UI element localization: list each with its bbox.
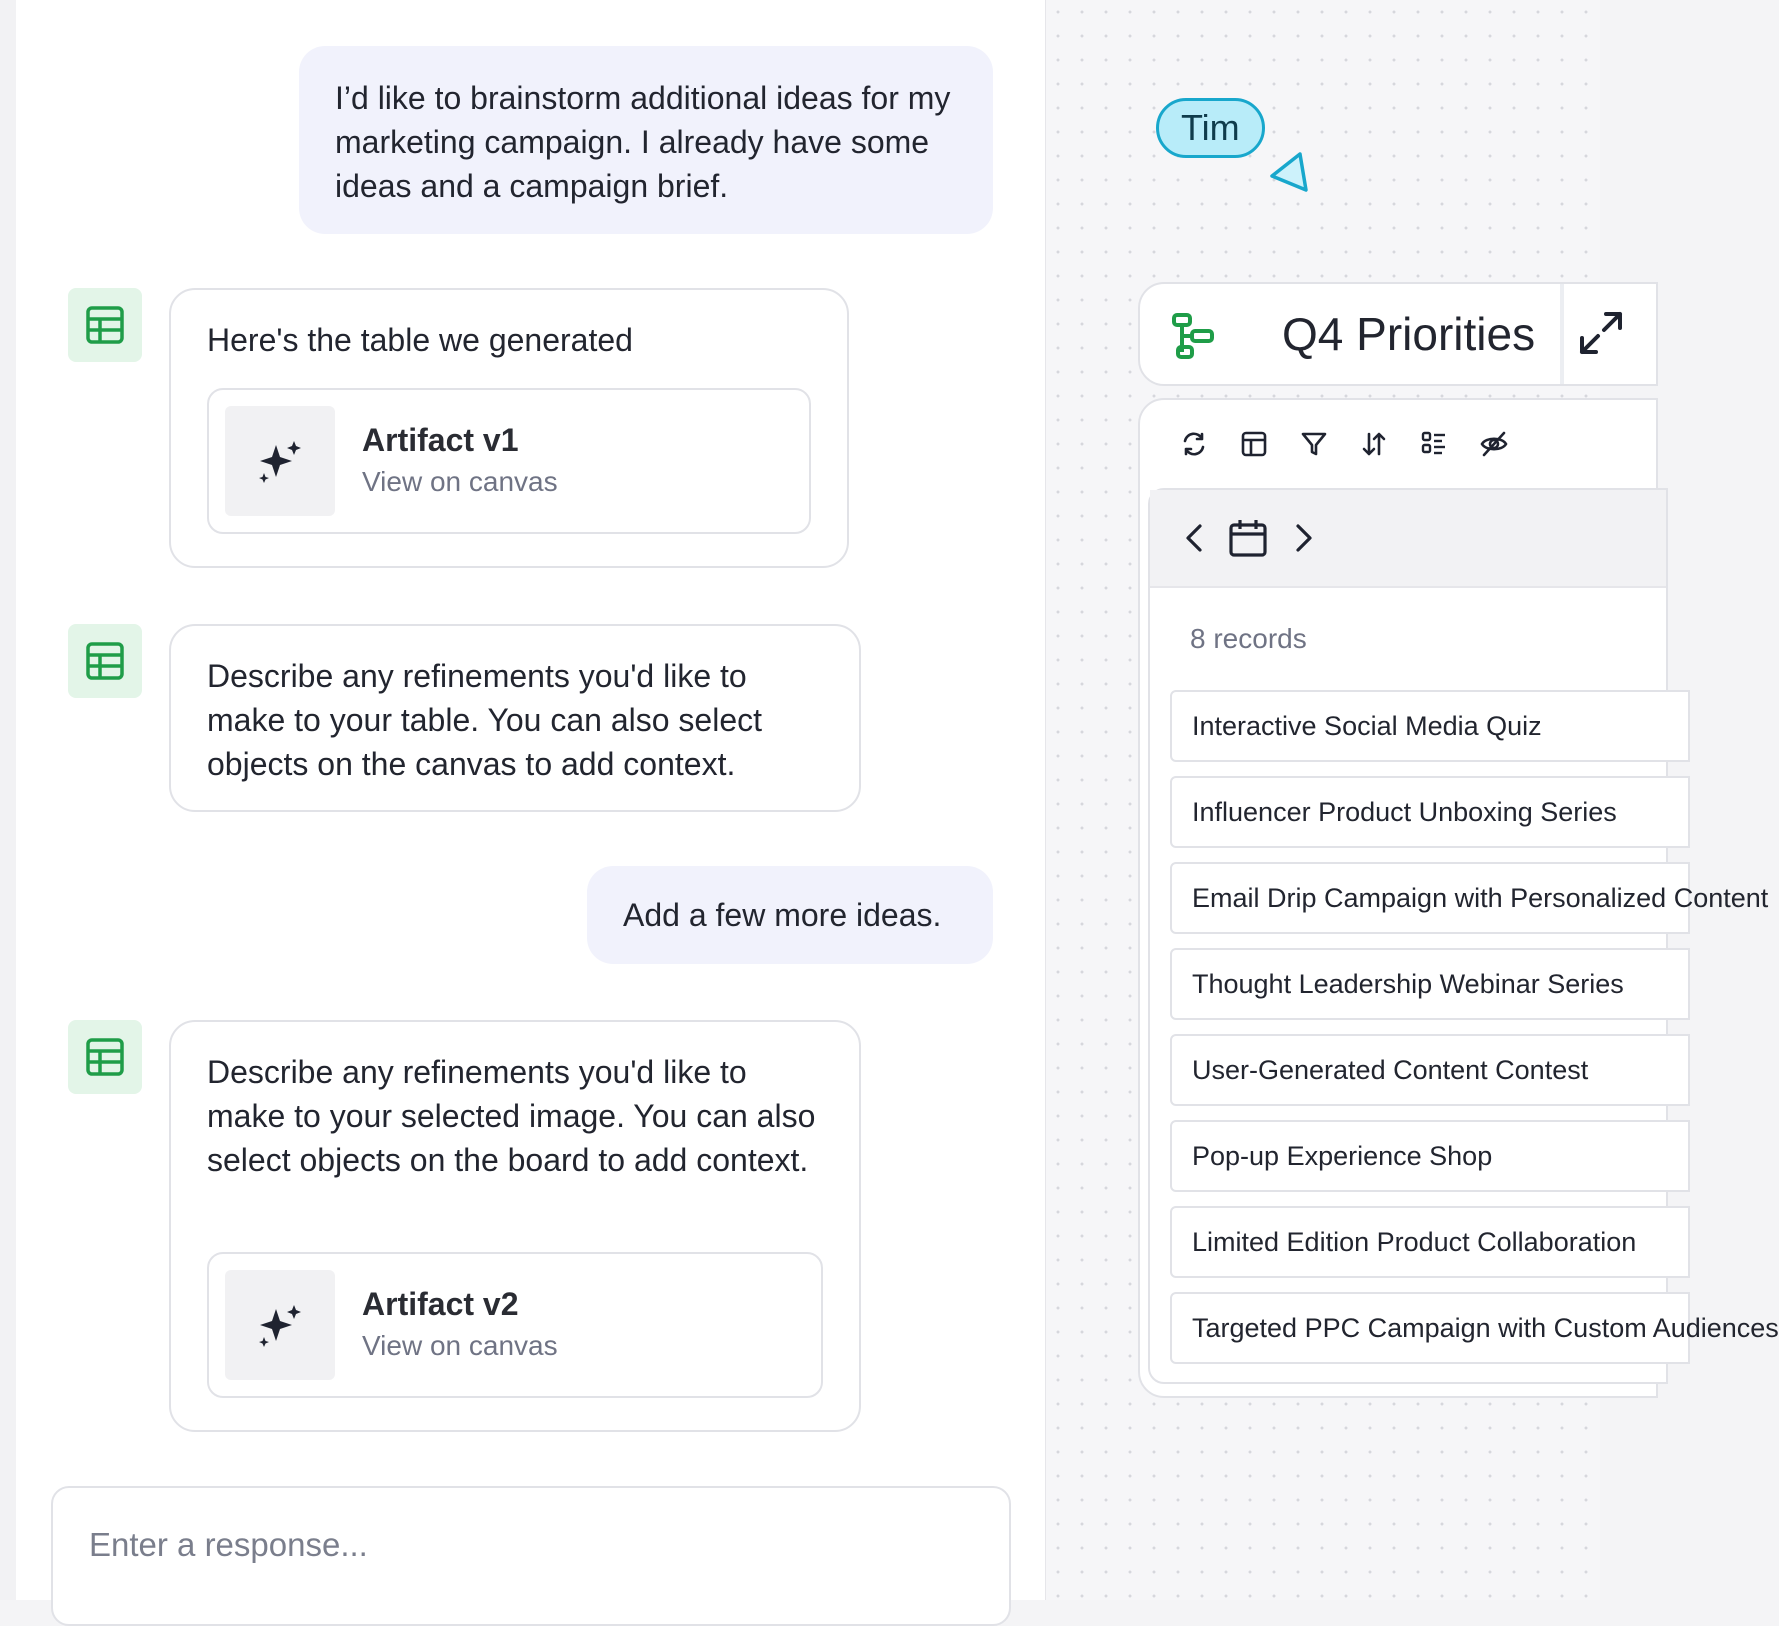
view-on-canvas-link[interactable]: View on canvas — [362, 1330, 558, 1361]
expand-icon[interactable] — [1576, 308, 1626, 358]
table-icon — [68, 624, 142, 698]
filter-icon[interactable] — [1296, 426, 1332, 462]
message-text: Here's the table we generated — [207, 322, 633, 358]
record-row[interactable]: Pop-up Experience Shop — [1170, 1120, 1690, 1192]
refresh-icon[interactable] — [1176, 426, 1212, 462]
record-row[interactable]: Interactive Social Media Quiz — [1170, 690, 1690, 762]
calendar-view — [1148, 488, 1779, 1384]
response-composer — [51, 1486, 1011, 1626]
sparkle-icon — [225, 406, 335, 516]
assistant-message — [169, 288, 849, 568]
user-message — [299, 46, 993, 234]
hide-icon[interactable] — [1476, 426, 1512, 462]
view-on-canvas-link[interactable]: View on canvas — [362, 466, 558, 497]
table-icon — [68, 288, 142, 362]
artifact-card[interactable] — [207, 388, 811, 534]
user-message — [587, 866, 993, 964]
calendar-icon[interactable] — [1228, 518, 1268, 558]
table-title: Q4 Priorities — [1282, 308, 1536, 360]
hierarchy-icon — [1170, 312, 1218, 360]
artifact-title: Artifact v2 — [362, 1286, 519, 1322]
table-icon — [68, 1020, 142, 1094]
record-row[interactable]: User-Generated Content Contest — [1170, 1034, 1690, 1106]
record-row[interactable]: Targeted PPC Campaign with Custom Audiences — [1170, 1292, 1690, 1364]
calendar-nav-bar — [1150, 490, 1666, 588]
assistant-message — [169, 1020, 861, 1432]
records-count: 8 records — [1190, 623, 1307, 654]
record-row[interactable]: Limited Edition Product Collaboration — [1170, 1206, 1690, 1278]
artifact-title: Artifact v1 — [362, 422, 519, 458]
collaborator-tag: Tim — [1156, 98, 1265, 158]
artifact-card[interactable] — [207, 1252, 823, 1398]
record-row[interactable]: Influencer Product Unboxing Series — [1170, 776, 1690, 848]
record-row[interactable]: Thought Leadership Webinar Series — [1170, 948, 1690, 1020]
table-title-card[interactable] — [1138, 282, 1658, 386]
message-text: I’d like to brainstorm additional ideas for my marketing campaign. I already have some ideas and a campaign brief. — [335, 80, 951, 204]
record-row[interactable]: Email Drip Campaign with Personalized Content — [1170, 862, 1690, 934]
divider — [1560, 284, 1564, 384]
chevron-left-icon[interactable] — [1180, 518, 1210, 558]
fields-icon[interactable] — [1416, 426, 1452, 462]
canvas[interactable] — [1046, 0, 1779, 1600]
message-text: Describe any refinements you'd like to make to your table. You can also select objects on the canvas to add context. — [207, 658, 763, 782]
assistant-message — [169, 624, 861, 812]
table-card — [1138, 398, 1779, 1398]
chevron-right-icon[interactable] — [1288, 518, 1318, 558]
collaborator-cursor-icon — [1264, 150, 1314, 200]
message-text: Add a few more ideas. — [623, 897, 942, 933]
sparkle-icon — [225, 1270, 335, 1380]
layout-icon[interactable] — [1236, 426, 1272, 462]
sort-icon[interactable] — [1356, 426, 1392, 462]
message-text: Describe any refinements you'd like to make to your selected image. You can also select objects on the board to add context. — [207, 1054, 816, 1178]
response-input[interactable] — [89, 1526, 973, 1564]
